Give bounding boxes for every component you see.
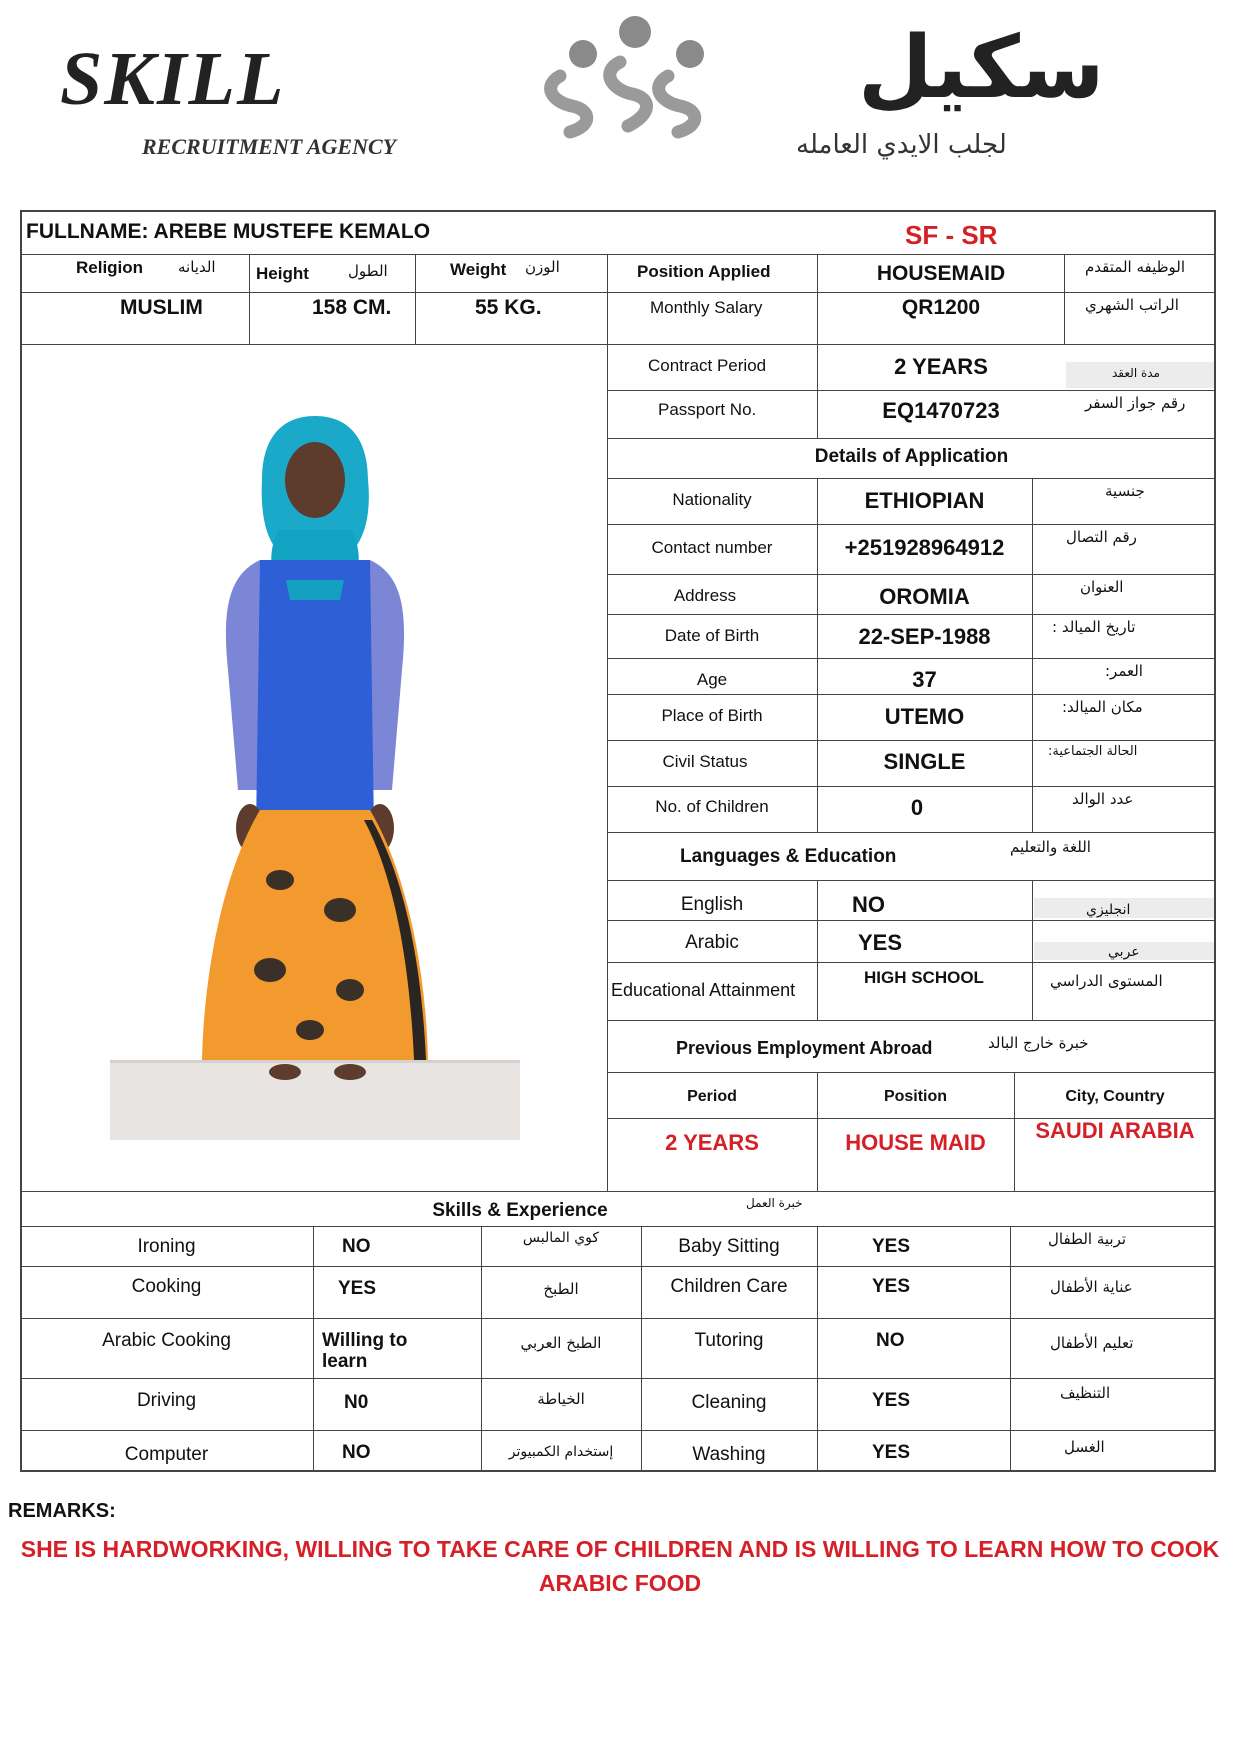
logo-recruitment-agency: RECRUITMENT AGENCY xyxy=(142,134,397,159)
detail-label: Contact number xyxy=(651,538,773,557)
skill-value: YES xyxy=(338,1278,377,1299)
frame-bottom xyxy=(20,1470,1216,1472)
salary-label: Monthly Salary xyxy=(650,298,763,317)
vline xyxy=(817,478,818,832)
skill-label-ar: تعليم الأطفال xyxy=(1050,1334,1134,1352)
hline xyxy=(20,1191,1216,1192)
detail-value: 0 xyxy=(910,795,924,820)
education-label: Educational Attainment xyxy=(611,980,796,1000)
remarks-text: SHE IS HARDWORKING, WILLING TO TAKE CARE OF CHILDREN AND IS WILLING TO LEARN HOW TO COOK ARABIC FOOD xyxy=(20,1536,1220,1596)
skill-label-ar: إستخدام الكمبيوتر xyxy=(508,1444,614,1460)
hline xyxy=(607,1020,1216,1021)
hline xyxy=(607,574,1216,575)
vline xyxy=(1032,880,1033,1020)
detail-label-ar: جنسية xyxy=(1105,482,1145,500)
skill-label-ar: الطبخ xyxy=(543,1280,579,1298)
passport-label-ar: رقم جواز السفر xyxy=(1085,394,1186,412)
detail-label: Nationality xyxy=(672,490,752,509)
employment-period: 2 YEARS xyxy=(665,1130,759,1155)
people-logo-icon xyxy=(540,14,730,139)
passport-value: EQ1470723 xyxy=(882,398,1000,423)
hline xyxy=(607,1072,1216,1073)
skills-title: Skills & Experience xyxy=(432,1200,608,1221)
employment-city: SAUDI ARABIA xyxy=(1035,1118,1195,1143)
vline xyxy=(817,1226,818,1470)
detail-label-ar: الحالة الجتماعية: xyxy=(1048,744,1138,759)
hline xyxy=(607,694,1216,695)
hline xyxy=(607,390,1216,391)
skill-value: NO xyxy=(342,1236,371,1257)
height-label: Height xyxy=(256,264,309,283)
position-value: HOUSEMAID xyxy=(876,262,1006,285)
skill-label: Arabic Cooking xyxy=(102,1330,231,1351)
detail-label: Place of Birth xyxy=(661,706,763,725)
detail-label: No. of Children xyxy=(655,797,769,816)
detail-label: Civil Status xyxy=(662,752,748,771)
skill-value: YES xyxy=(872,1276,911,1297)
skill-label-ar: الطبخ العربي xyxy=(520,1334,602,1352)
vline xyxy=(1010,1226,1011,1470)
skill-label: Cleaning xyxy=(691,1392,767,1413)
hline xyxy=(607,478,1216,479)
height-label-ar: الطول xyxy=(348,262,388,280)
skill-value: N0 xyxy=(344,1392,369,1413)
remarks-label: REMARKS: xyxy=(8,1500,116,1522)
detail-value: SINGLE xyxy=(883,749,966,774)
position-label-ar: الوظيفه المتقدم xyxy=(1085,258,1186,276)
language-value: YES xyxy=(858,930,903,955)
weight-label-ar: الوزن xyxy=(525,258,560,276)
hline xyxy=(607,524,1216,525)
languages-title: Languages & Education xyxy=(680,846,897,867)
skill-value: YES xyxy=(872,1236,911,1257)
language-label: Arabic xyxy=(685,932,739,953)
employment-header-city: City, Country xyxy=(1065,1088,1165,1105)
hline xyxy=(607,832,1216,833)
hline xyxy=(20,344,1216,345)
hline xyxy=(607,962,1216,963)
employment-header-period: Period xyxy=(687,1088,737,1105)
hline xyxy=(607,614,1216,615)
weight-value: 55 KG. xyxy=(475,296,542,319)
skill-label-ar: تربية الطفال xyxy=(1048,1230,1127,1248)
skill-label-ar: كوي المالبس xyxy=(522,1230,600,1246)
contract-label: Contract Period xyxy=(648,356,767,375)
logo-arabic-title: سكيل xyxy=(858,18,1105,118)
vline xyxy=(817,880,818,1020)
detail-label-ar: عدد الوالد xyxy=(1072,790,1134,808)
skills-title-ar: خبرة العمل xyxy=(746,1196,803,1210)
detail-label-ar: العنوان xyxy=(1080,578,1124,596)
reference-code: SF - SR xyxy=(905,220,998,250)
skill-value: YES xyxy=(872,1390,911,1411)
hline xyxy=(607,658,1216,659)
position-label: Position Applied xyxy=(637,262,771,281)
salary-label-ar: الراتب الشهري xyxy=(1085,296,1179,314)
skill-value: YES xyxy=(872,1442,911,1463)
hline xyxy=(20,1378,1216,1379)
language-label: English xyxy=(680,894,744,915)
hline xyxy=(20,1430,1216,1431)
vline xyxy=(1064,254,1065,344)
language-value: NO xyxy=(852,892,885,917)
religion-value: MUSLIM xyxy=(120,296,203,319)
skill-label: Driving xyxy=(136,1390,197,1411)
skill-label: Washing xyxy=(692,1444,766,1465)
frame-right xyxy=(1214,210,1216,1472)
vline xyxy=(415,254,416,344)
details-title: Details of Application xyxy=(814,446,1009,467)
vline xyxy=(313,1226,314,1470)
fullname: FULLNAME: AREBE MUSTEFE KEMALO xyxy=(26,220,431,243)
skill-label-ar: الخياطة xyxy=(537,1390,585,1408)
skill-label: Children Care xyxy=(670,1276,788,1297)
detail-label: Date of Birth xyxy=(664,626,760,645)
hline xyxy=(607,880,1216,881)
skill-value: NO xyxy=(876,1330,905,1351)
hline xyxy=(20,292,1216,293)
height-value: 158 CM. xyxy=(312,296,392,319)
skill-value: Willing to learn xyxy=(322,1330,408,1372)
detail-label-ar: تاريخ الميالد : xyxy=(1052,618,1136,636)
detail-label: Address xyxy=(673,586,737,605)
education-value: HIGH SCHOOL xyxy=(864,968,984,987)
contract-value: 2 YEARS xyxy=(894,354,988,379)
skill-label: Baby Sitting xyxy=(678,1236,780,1257)
religion-label-ar: الديانه xyxy=(178,258,216,276)
detail-value: UTEMO xyxy=(884,704,965,729)
hline xyxy=(20,1318,1216,1319)
detail-value: 37 xyxy=(912,667,937,692)
detail-label-ar: العمر: xyxy=(1105,662,1143,680)
skill-label: Computer xyxy=(124,1444,209,1465)
skill-label-ar: التنظيف xyxy=(1060,1384,1111,1402)
skill-label: Ironing xyxy=(137,1236,196,1257)
hline xyxy=(20,1226,1216,1227)
vline xyxy=(1032,478,1033,832)
detail-value: 22-SEP-1988 xyxy=(858,624,991,649)
employment-title: Previous Employment Abroad xyxy=(676,1038,933,1058)
skill-value: NO xyxy=(342,1442,371,1463)
employment-position: HOUSE MAID xyxy=(845,1130,986,1155)
language-label-ar: انجليزي xyxy=(1086,902,1131,918)
skill-label-ar: عناية الأطفال xyxy=(1050,1278,1133,1296)
hline xyxy=(20,1266,1216,1267)
religion-label: Religion xyxy=(76,258,144,277)
skill-label: Cooking xyxy=(131,1276,202,1297)
skill-label: Tutoring xyxy=(694,1330,764,1351)
hline xyxy=(607,920,1216,921)
detail-value: +251928964912 xyxy=(844,535,1005,560)
language-label-ar: عربي xyxy=(1108,944,1140,960)
skill-label-ar: الغسل xyxy=(1064,1438,1105,1456)
logo-arabic-subtitle: لجلب الايدي العامله xyxy=(796,130,1007,160)
detail-label: Age xyxy=(696,670,728,689)
applicant-photo xyxy=(110,410,520,1140)
salary-value: QR1200 xyxy=(901,296,981,319)
employment-header-position: Position xyxy=(883,1088,948,1105)
languages-title-ar: اللغة والتعليم xyxy=(1010,838,1091,856)
detail-label-ar: رقم التصال xyxy=(1066,528,1137,546)
detail-label-ar: مكان الميالد: xyxy=(1062,698,1143,716)
passport-label: Passport No. xyxy=(658,400,757,419)
vline xyxy=(249,254,250,344)
hline xyxy=(607,740,1216,741)
hline xyxy=(607,786,1216,787)
detail-value: OROMIA xyxy=(879,584,970,609)
education-label-ar: المستوى الدراسي xyxy=(1050,972,1163,990)
contract-label-ar: مدة العقد xyxy=(1112,366,1160,380)
logo-skill: SKILL xyxy=(60,37,286,121)
weight-label: Weight xyxy=(450,260,507,279)
frame-top xyxy=(20,210,1216,212)
hline xyxy=(20,254,1216,255)
hline xyxy=(607,438,1216,439)
employment-title-ar: خبرة خارج البالد xyxy=(988,1034,1089,1052)
detail-value: ETHIOPIAN xyxy=(864,488,985,513)
